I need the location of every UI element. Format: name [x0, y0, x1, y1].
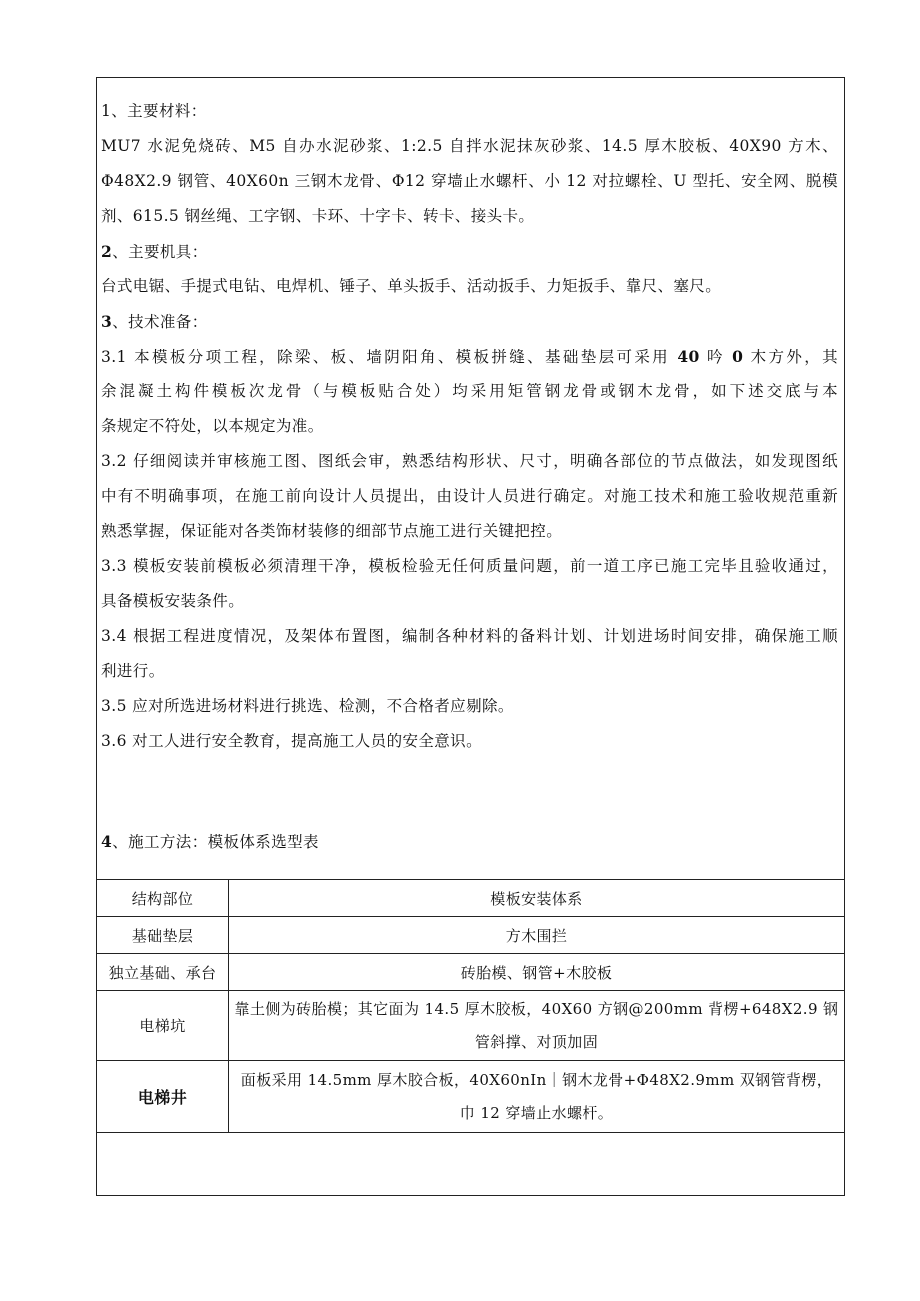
- header-structure-part: 结构部位: [97, 880, 229, 917]
- section3-heading: [101, 304, 838, 339]
- para-3-3-line-2: 具备模板安装条件。: [101, 592, 245, 610]
- row-system-line-1: 靠土侧为砖胎模；其它面为 14.5 厚木胶板，40X60 方钢@200mm 背楞+648X2.9 钢: [234, 999, 839, 1018]
- row-system-line-1: 面板采用 14.5mm 厚木胶合板，40X60nIn｜钢木龙骨+Φ48X2.9mm 双钢管背楞，: [240, 1070, 833, 1089]
- row-part: 独立基础、承台: [97, 954, 229, 991]
- table-row: [97, 917, 844, 954]
- section2-title: 、主要机具：: [112, 243, 208, 261]
- section4-heading: [101, 827, 319, 857]
- materials-line-2: Φ48X2.9 钢管、40X60n 三钢木龙骨、Φ12 穿墙止水螺杆、小 12 对拉螺栓、U 型托、安全网、脱模: [101, 172, 838, 190]
- row-system-line-2: 巾 12 穿墙止水螺杆。: [459, 1103, 614, 1122]
- row-system: 砖胎模、钢管+木胶板: [229, 954, 845, 991]
- para-3-2-line-3: 熟悉掌握，保证能对各类饰材装修的细部节点施工进行关键把控。: [101, 522, 563, 540]
- para-3-1-bold-1: 40: [677, 347, 700, 366]
- para-3-4-line-2: 利进行。: [101, 662, 165, 680]
- materials-line-3: 剂、615.5 钢丝绳、工字钢、卡环、十字卡、转卡、接头卡。: [101, 207, 535, 225]
- table-row: [97, 954, 844, 991]
- para-3-1-line-1: [101, 339, 838, 374]
- para-3-3-line-1: 3.3 模板安装前模板必须清理干净，模板检验无任何质量问题，前一道工序已施工完毕且验收通过，: [101, 557, 838, 575]
- table-row: [97, 991, 844, 1061]
- table-header-row: [97, 880, 844, 917]
- table-empty-row: [97, 1133, 844, 1200]
- para-3-5: 3.5 应对所选进场材料进行挑选、检测，不合格者应剔除。: [101, 697, 514, 715]
- para-3-2-line-2: 中有不明确事项，在施工前向设计人员提出，由设计人员进行确定。对施工技术和施工验收规范重新: [101, 487, 838, 505]
- para-3-1-bold-2: 0: [732, 347, 744, 366]
- header-formwork-system: 模板安装体系: [229, 880, 845, 917]
- para-3-1-mid: 吟: [699, 348, 733, 366]
- para-3-6: 3.6 对工人进行安全教育，提高施工人员的安全意识。: [101, 732, 482, 750]
- empty-cell: [97, 1133, 844, 1200]
- document-frame: [96, 77, 845, 1196]
- section2-number: 2: [101, 242, 113, 261]
- para-3-1-post: 木方外，其: [743, 348, 838, 366]
- section4-number: 4: [101, 832, 113, 851]
- row-system-line-2: 管斜撑、对顶加固: [474, 1032, 599, 1051]
- para-3-1-line-3: 条规定不符处，以本规定为准。: [101, 417, 324, 435]
- para-3-1-line-2: 余混凝土构件模板次龙骨（与模板贴合处）均采用矩管钢龙骨或钢木龙骨，如下述交底与本: [101, 382, 838, 400]
- section2-heading: [101, 234, 838, 269]
- row-system: [229, 1061, 845, 1133]
- document-body: [97, 78, 844, 878]
- row-system: 方木围拦: [229, 917, 845, 954]
- row-part: 电梯井: [97, 1061, 229, 1133]
- materials-line-1: MU7 水泥免烧砖、M5 自办水泥砂浆、1:2.5 自拌水泥抹灰砂浆、14.5 厚木胶板、40X90 方木、: [101, 137, 838, 155]
- section4-title: 、施工方法：: [112, 833, 208, 851]
- formwork-system-table: [97, 879, 844, 1199]
- machinery-line: 台式电锯、手提式电钻、电焊机、锤子、单头扳手、活动扳手、力矩扳手、靠尺、塞尺。: [101, 277, 722, 295]
- para-3-1-pre: 3.1 本模板分项工程，除梁、板、墙阴阳角、模板拼缝、基础垫层可采用: [101, 348, 678, 366]
- section3-title: 、技术准备：: [112, 313, 208, 331]
- section1-heading: 1、主要材料：: [101, 102, 207, 120]
- para-3-4-line-1: 3.4 根据工程进度情况，及架体布置图，编制各种材料的备料计划、计划进场时间安排，确保施工顺: [101, 627, 838, 645]
- section4-tail: 模板体系选型表: [207, 833, 319, 851]
- para-3-2-line-1: 3.2 仔细阅读并审核施工图、图纸会审，熟悉结构形状、尺寸，明确各部位的节点做法，如发现图纸: [101, 452, 838, 470]
- section3-number: 3: [101, 312, 113, 331]
- table-row: [97, 1061, 844, 1133]
- row-part: 基础垫层: [97, 917, 229, 954]
- row-system: [229, 991, 845, 1061]
- row-part: 电梯坑: [97, 991, 229, 1061]
